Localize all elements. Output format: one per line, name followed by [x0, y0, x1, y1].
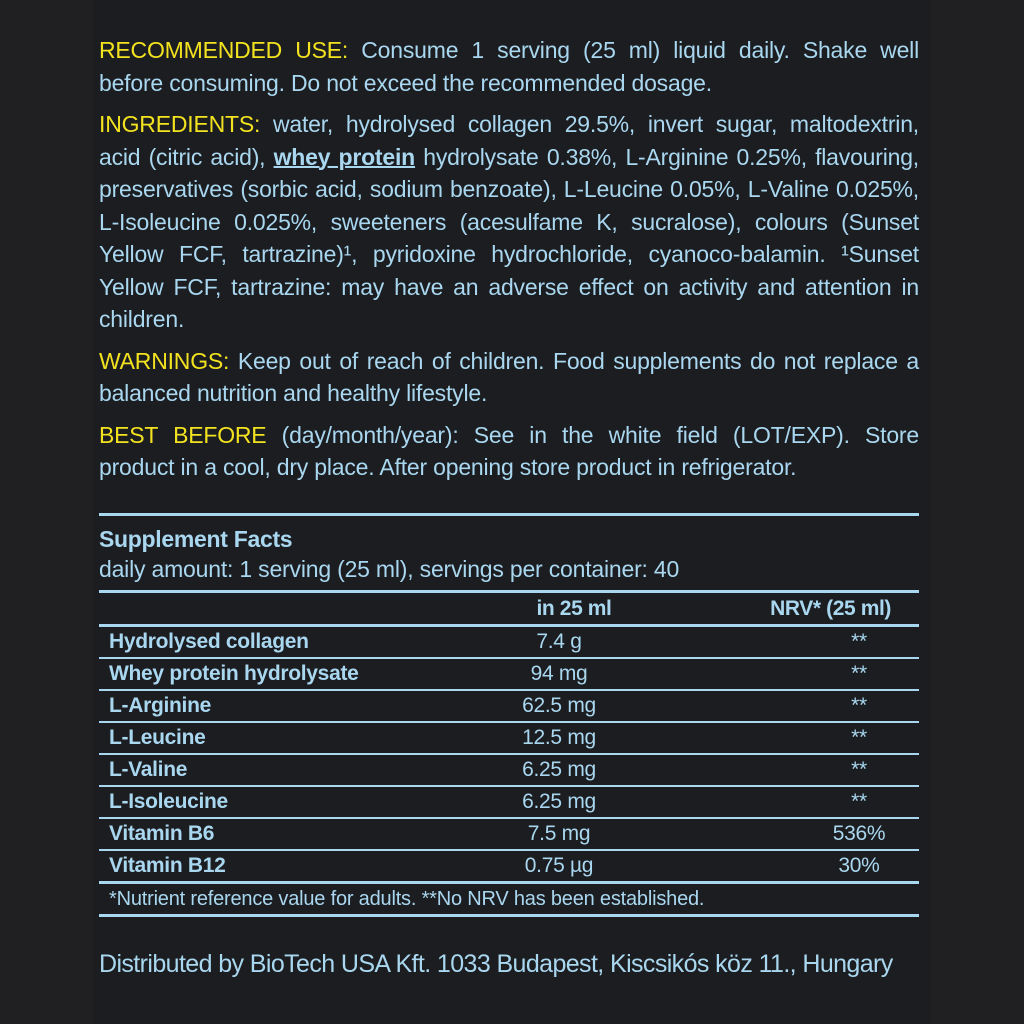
row-nrv: **	[669, 690, 919, 722]
row-name: Whey protein hydrolysate	[99, 658, 479, 690]
right-margin	[930, 0, 1024, 1024]
header-amount: in 25 ml	[479, 592, 669, 626]
warnings-paragraph	[99, 345, 919, 410]
supplement-facts-subtitle: daily amount: 1 serving (25 ml), servings per container: 40	[99, 556, 680, 582]
row-nrv: **	[669, 626, 919, 659]
row-amount: 7.4 g	[479, 626, 669, 659]
recommended-use-text: Consume 1 serving (25 ml) liquid daily. Shake well before consuming. Do not exceed the recommended dosage.	[99, 37, 919, 96]
table-row	[99, 754, 919, 786]
row-nrv: 536%	[669, 818, 919, 850]
row-amount: 6.25 mg	[479, 786, 669, 818]
facts-top-rule	[99, 513, 919, 516]
header-nrv: NRV* (25 ml)	[669, 592, 919, 626]
supplement-facts-panel	[99, 513, 919, 917]
table-row	[99, 722, 919, 754]
row-name: L-Valine	[99, 754, 479, 786]
ingredients-text-end: hydrolysate 0.38%, L-Arginine 0.25%, flavouring, preservatives (sorbic acid, sodium benzoate), L-Leucine 0.05%, L-Valine 0.025%, L-Isoleucine 0.025%, sweeteners (acesulfame K, sucralose), colours (Sunset Yellow FCF, tartrazine)¹, pyridoxine hydrochloride, cyanoco-balamin. ¹Sunset Yellow FCF, tartrazine: may have an adverse effect on activity and attention in children.	[99, 143, 919, 332]
distributor-line: Distributed by BioTech USA Kft. 1033 Budapest, Kiscsikós köz 11., Hungary	[99, 950, 893, 978]
best-before-text: (day/month/year): See in the white field (LOT/EXP). Store product in a cool, dry place. After opening store product in refrigerator.	[99, 421, 919, 480]
row-amount: 6.25 mg	[479, 754, 669, 786]
table-row	[99, 818, 919, 850]
row-nrv: 30%	[669, 850, 919, 883]
best-before-label: BEST BEFORE	[99, 421, 267, 448]
table-header-row	[99, 592, 919, 626]
table-row	[99, 626, 919, 659]
row-amount: 62.5 mg	[479, 690, 669, 722]
row-amount: 12.5 mg	[479, 722, 669, 754]
warnings-label: WARNINGS:	[99, 347, 230, 374]
table-row	[99, 658, 919, 690]
row-amount: 94 mg	[479, 658, 669, 690]
table-row	[99, 850, 919, 883]
warnings-text: Keep out of reach of children. Food supplements do not replace a balanced nutrition and healthy lifestyle.	[99, 347, 919, 406]
row-name: L-Leucine	[99, 722, 479, 754]
table-row	[99, 690, 919, 722]
supplement-facts-title: Supplement Facts	[99, 526, 293, 552]
row-amount: 7.5 mg	[479, 818, 669, 850]
row-name: Vitamin B6	[99, 818, 479, 850]
table-row	[99, 786, 919, 818]
row-name: L-Arginine	[99, 690, 479, 722]
row-nrv: **	[669, 786, 919, 818]
best-before-paragraph	[99, 419, 919, 484]
row-nrv: **	[669, 754, 919, 786]
row-nrv: **	[669, 658, 919, 690]
label-text-block	[99, 34, 919, 493]
row-nrv: **	[669, 722, 919, 754]
header-name	[99, 592, 479, 626]
ingredients-text-start: water, hydrolysed collagen 29.5%, invert sugar, maltodextrin, acid (citric acid),	[99, 111, 919, 170]
recommended-use-label: RECOMMENDED USE:	[99, 37, 349, 63]
left-margin	[0, 0, 94, 1024]
row-name: Hydrolysed collagen	[99, 626, 479, 659]
whey-protein-highlight: whey protein	[273, 143, 416, 170]
row-amount: 0.75 µg	[479, 850, 669, 883]
recommended-use-paragraph	[99, 34, 919, 99]
nrv-footnote: *Nutrient reference value for adults. **No NRV has been established.	[99, 884, 919, 917]
supplement-facts-table	[99, 590, 919, 884]
ingredients-label: INGREDIENTS:	[99, 111, 261, 137]
row-name: L-Isoleucine	[99, 786, 479, 818]
ingredients-paragraph	[99, 108, 919, 336]
row-name: Vitamin B12	[99, 850, 479, 883]
